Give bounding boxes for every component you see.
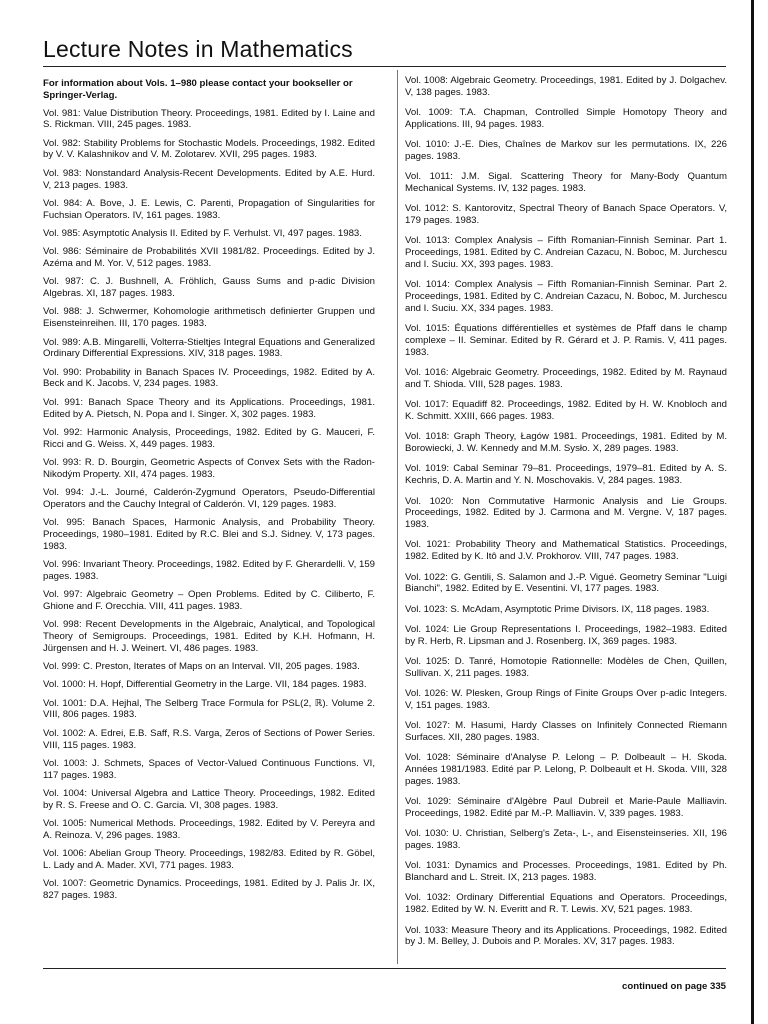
volume-entry: Vol. 1030: U. Christian, Selberg's Zeta-, L-, and Eisensteinseries. XII, 196 pages. 1983. xyxy=(405,828,727,852)
volume-entry: Vol. 1001: D.A. Hejhal, The Selberg Trace Formula for PSL(2, ℝ). Volume 2. VIII, 806 pages. 1983. xyxy=(43,697,375,721)
volume-entry: Vol. 1008: Algebraic Geometry. Proceedings, 1981. Edited by J. Dolgachev. V, 138 pages. 1983. xyxy=(405,75,727,98)
volume-entry: Vol. 990: Probability in Banach Spaces IV. Proceedings, 1982. Edited by A. Beck and K. Jacobs. V, 234 pages. 1983. xyxy=(43,366,375,390)
volume-entry: Vol. 995: Banach Spaces, Harmonic Analysis, and Probability Theory. Proceedings, 1980–1981. Edited by R.C. Blei and S.J. Sidney. V, 173 pages. 1983. xyxy=(43,517,375,552)
volume-entry: Vol. 994: J.-L. Journé, Calderón-Zygmund Operators, Pseudo-Differential Operators and the Cauchy Integral of Calderón. VI, 129 pages. 1983. xyxy=(43,487,375,510)
volume-entry: Vol. 1026: W. Plesken, Group Rings of Finite Groups Over p-adic Integers. V, 151 pages. 1983. xyxy=(405,688,727,711)
volume-entry: Vol. 1009: T.A. Chapman, Controlled Simple Homotopy Theory and Applications. III, 94 pages. 1983. xyxy=(405,107,727,130)
volume-entry: Vol. 1025: D. Tanré, Homotopie Rationnelle: Modèles de Chen, Quillen, Sullivan. X, 211 pages. 1983. xyxy=(405,655,727,679)
continued-note: continued on page 335 xyxy=(622,981,726,992)
title-rule xyxy=(43,66,726,67)
volume-entry: Vol. 1006: Abelian Group Theory. Proceedings, 1982/83. Edited by R. Göbel, L. Lady and A. Mader. XVI, 771 pages. 1983. xyxy=(43,848,375,871)
volume-entry: Vol. 999: C. Preston, Iterates of Maps on an Interval. VII, 205 pages. 1983. xyxy=(43,661,360,673)
volume-entry: Vol. 991: Banach Space Theory and its Applications. Proceedings, 1981. Edited by A. Pietsch, N. Popa and I. Singer. X, 302 pages. 1983. xyxy=(43,396,375,420)
volume-entry: Vol. 1010: J.-E. Dies, Chaînes de Markov sur les permutations. IX, 226 pages. 1983. xyxy=(405,139,727,162)
volume-entry: Vol. 1022: G. Gentili, S. Salamon and J.-P. Vigué. Geometry Seminar "Luigi Bianchi", 1982. Edited by E. Vesentini. VI, 177 pages. 1983. xyxy=(405,571,727,595)
volume-entry: Vol. 1028: Séminaire d'Analyse P. Lelong – P. Dolbeault – H. Skoda. Années 1981/1983. Edité par P. Lelong, P. Dolbeault et H. Skoda. VIII, 328 pages. 1983. xyxy=(405,752,727,787)
volume-entry: Vol. 986: Séminaire de Probabilités XVII 1981/82. Proceedings. Edited by J. Azéma and M. Yor. V, 512 pages. 1983. xyxy=(43,246,375,270)
volume-entry: Vol. 1000: H. Hopf, Differential Geometry in the Large. VII, 184 pages. 1983. xyxy=(43,679,367,691)
right-column xyxy=(405,75,727,957)
volume-entry: Vol. 1004: Universal Algebra and Lattice Theory. Proceedings, 1982. Edited by R. S. Freese and O. C. Garcia. VI, 308 pages. 1983. xyxy=(43,787,375,811)
volume-entry: Vol. 987: C. J. Bushnell, A. Fröhlich, Gauss Sums and p-adic Division Algebras. XI, 187 pages. 1983. xyxy=(43,276,375,300)
volume-entry: Vol. 1015: Équations différentielles et systèmes de Pfaff dans le champ complexe – II. Seminar. Edited by R. Gérard et J. P. Ramis. V, 411 pages. 1983. xyxy=(405,323,727,358)
volume-entry: Vol. 982: Stability Problems for Stochastic Models. Proceedings, 1982. Edited by V. V. Kalashnikov and V. M. Zolotarev. XVII, 295 pages. 1983. xyxy=(43,137,375,161)
volume-entry: Vol. 1016: Algebraic Geometry. Proceedings, 1982. Edited by M. Raynaud and T. Shioda. VIII, 528 pages. 1983. xyxy=(405,367,727,390)
volume-entry: Vol. 998: Recent Developments in the Algebraic, Analytical, and Topological Theory of Semigroups. Proceedings, 1981. Edited by K.H. Hofmann, H. Jürgensen and H. J. Weinert. VI, 486 pages. 1983. xyxy=(43,619,375,654)
volume-entry: Vol. 1014: Complex Analysis – Fifth Romanian-Finnish Seminar. Part 2. Proceedings, 1981. Edited by C. Andreian Cazacu, N. Boboc, M. Jurchescu and I. Suciu. XX, 334 pages. 1983. xyxy=(405,279,727,314)
volume-entry: Vol. 1033: Measure Theory and its Applications. Proceedings, 1982. Edited by J. M. Belley, J. Dubois and P. Morales. XV, 317 pages. 1983. xyxy=(405,924,727,948)
volume-entry: Vol. 1031: Dynamics and Processes. Proceedings, 1981. Edited by Ph. Blanchard and L. Streit. IX, 213 pages. 1983. xyxy=(405,860,727,884)
volume-entry: Vol. 983: Nonstandard Analysis-Recent Developments. Edited by A.E. Hurd. V, 213 pages. 1983. xyxy=(43,167,375,191)
volume-entry: Vol. 1032: Ordinary Differential Equations and Operators. Proceedings, 1982. Edited by W. N. Everitt and R. T. Lewis. XV, 521 pages. 1983. xyxy=(405,892,727,916)
volume-entry: Vol. 1012: S. Kantorovitz, Spectral Theory of Banach Space Operators. V, 179 pages. 1983. xyxy=(405,203,727,227)
volume-entry: Vol. 988: J. Schwermer, Kohomologie arithmetisch definierter Gruppen und Eisensteinreihen. III, 170 pages. 1983. xyxy=(43,306,375,330)
volume-entry: Vol. 1005: Numerical Methods. Proceedings, 1982. Edited by V. Pereyra and A. Reinoza. V, 296 pages. 1983. xyxy=(43,818,375,841)
volume-entry: Vol. 1007: Geometric Dynamics. Proceedings, 1981. Edited by J. Palis Jr. IX, 827 pages. 1983. xyxy=(43,878,375,902)
volume-entry: Vol. 1013: Complex Analysis – Fifth Romanian-Finnish Seminar. Part 1. Proceedings, 1981. Edited by C. Andreian Cazacu, N. Boboc, M. Jurchescu and I. Suciu. XX, 393 pages. 1983. xyxy=(405,235,727,271)
volume-entry: Vol. 997: Algebraic Geometry – Open Problems. Edited by C. Ciliberto, F. Ghione and F. Orecchia. VIII, 411 pages. 1983. xyxy=(43,589,375,612)
volume-entry: Vol. 1011: J.M. Sigal. Scattering Theory for Many-Body Quantum Mechanical Systems. IV, 132 pages. 1983. xyxy=(405,171,727,195)
volume-entry: Vol. 984: A. Bove, J. E. Lewis, C. Parenti, Propagation of Singularities for Fuchsian Operators. IV, 161 pages. 1983. xyxy=(43,197,375,221)
intro-note: For information about Vols. 1–980 please contact your bookseller or Springer-Verlag. xyxy=(43,78,353,101)
volume-entry: Vol. 992: Harmonic Analysis, Proceedings, 1982. Edited by G. Mauceri, F. Ricci and G. Weiss. X, 449 pages. 1983. xyxy=(43,426,375,450)
volume-entry: Vol. 1003: J. Schmets, Spaces of Vector-Valued Continuous Functions. VI, 117 pages. 1983. xyxy=(43,757,375,781)
volume-entry: Vol. 1029: Séminaire d'Algèbre Paul Dubreil et Marie-Paule Malliavin. Proceedings, 1982. Edité par M.-P. Malliavin. V, 339 pages. 1983. xyxy=(405,796,727,819)
volume-entry: Vol. 1002: A. Edrei, E.B. Saff, R.S. Varga, Zeros of Sections of Power Series. VIII, 115 pages. 1983. xyxy=(43,727,375,751)
volume-entry: Vol. 1027: M. Hasumi, Hardy Classes on Infinitely Connected Riemann Surfaces. XII, 280 pages. 1983. xyxy=(405,720,727,743)
page-title: Lecture Notes in Mathematics xyxy=(43,36,353,62)
left-column xyxy=(43,78,375,908)
volume-entry: Vol. 996: Invariant Theory. Proceedings, 1982. Edited by F. Gherardelli. V, 159 pages. 1983. xyxy=(43,559,375,582)
volume-entry: Vol. 985: Asymptotic Analysis II. Edited by F. Verhulst. VI, 497 pages. 1983. xyxy=(43,227,362,239)
volume-entry: Vol. 1021: Probability Theory and Mathematical Statistics. Proceedings, 1982. Edited by K. Itô and J.V. Prokhorov. VIII, 747 pages. 1983. xyxy=(405,539,727,563)
volume-entry: Vol. 1023: S. McAdam, Asymptotic Prime Divisors. IX, 118 pages. 1983. xyxy=(405,603,710,615)
volume-entry: Vol. 989: A.B. Mingarelli, Volterra-Stieltjes Integral Equations and Generalized Ordinary Differential Expressions. XIV, 318 pages. 1983. xyxy=(43,336,375,360)
volume-entry: Vol. 1017: Equadiff 82. Proceedings, 1982. Edited by H. W. Knobloch and K. Schmitt. XXIII, 666 pages. 1983. xyxy=(405,399,727,423)
volume-entry: Vol. 1024: Lie Group Representations I. Proceedings, 1982–1983. Edited by R. Herb, R. Lipsman and J. Rosenberg. IX, 369 pages. 1983. xyxy=(405,623,727,647)
volume-entry: Vol. 1018: Graph Theory, Łagów 1981. Proceedings, 1981. Edited by M. Borowiecki, J. W. Kennedy and M.M. Sysło. X, 289 pages. 1983. xyxy=(405,431,727,455)
binding-edge xyxy=(751,0,754,1024)
footer-rule xyxy=(43,968,726,969)
volume-entry: Vol. 1019: Cabal Seminar 79–81. Proceedings, 1979–81. Edited by A. S. Kechris, D. A. Martin and Y. N. Moschovakis. V, 284 pages. 1983. xyxy=(405,463,727,487)
column-divider xyxy=(397,70,398,964)
volume-entry: Vol. 993: R. D. Bourgin, Geometric Aspects of Convex Sets with the Radon-Nikodým Property. XII, 474 pages. 1983. xyxy=(43,456,375,480)
volume-entry: Vol. 981: Value Distribution Theory. Proceedings, 1981. Edited by I. Laine and S. Rickman. VIII, 245 pages. 1983. xyxy=(43,107,375,131)
volume-entry: Vol. 1020: Non Commutative Harmonic Analysis and Lie Groups. Proceedings, 1982. Edited by J. Carmona and M. Vergne. V, 187 pages. 1983. xyxy=(405,495,727,531)
